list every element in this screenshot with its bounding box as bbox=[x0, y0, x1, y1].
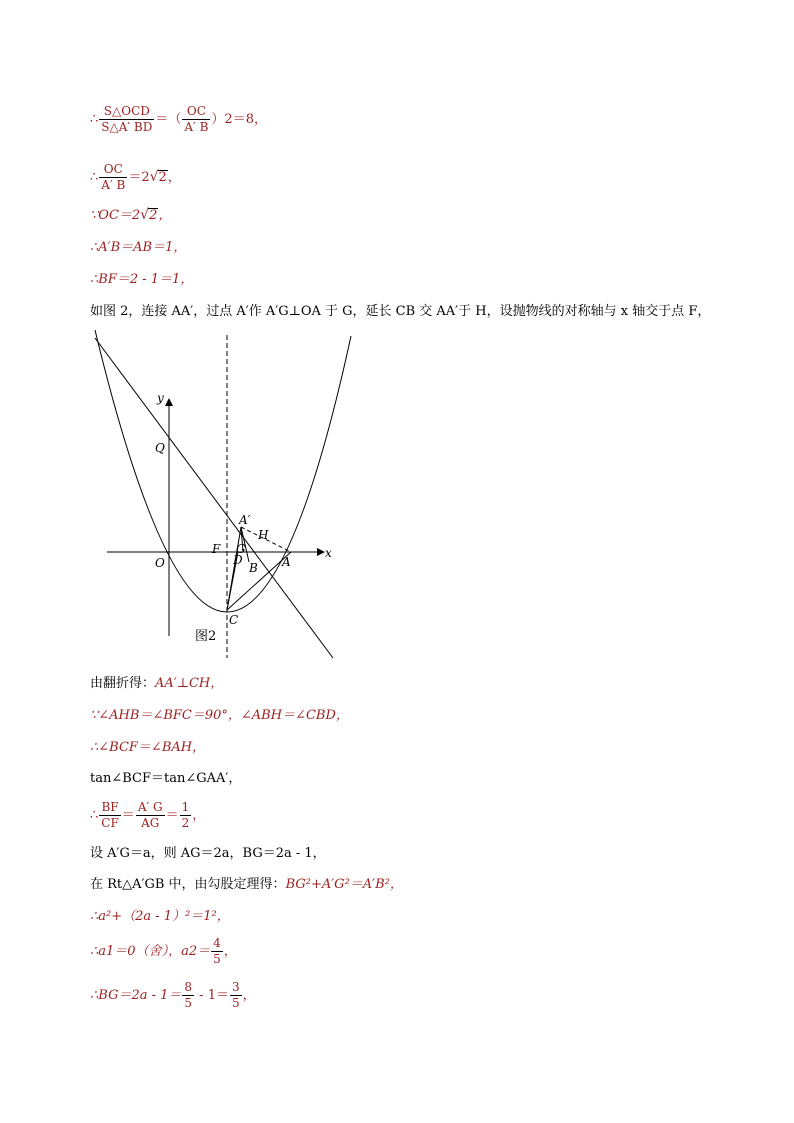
equation-ab: ∴A′B＝AB＝1， bbox=[90, 240, 187, 255]
fraction-bf-cf: $\frac{BF}{CF}$ bbox=[101, 800, 119, 830]
fraction-area: $\frac{\text{S△OCD}}{S\triangle A' BD}$ bbox=[101, 104, 153, 134]
equation-angles: ∵∠AHB＝∠BFC＝90°，∠ABH＝∠CBD， bbox=[90, 708, 349, 723]
equation-let-a: 设 A′G＝a，则 AG＝2a，BG＝2a - 1， bbox=[90, 846, 326, 861]
equation-pythagoras: 在 Rt△A′GB 中，由勾股定理得：BG²+A′G²＝A′B²， bbox=[90, 877, 403, 892]
fraction-half: $\frac{1}{2}$ bbox=[181, 800, 190, 830]
equation-bg-value: ∴BG＝2a - 1＝ $\frac{8}{5}$ - 1＝ $\frac{3}{5}$ ， bbox=[90, 980, 256, 1010]
equation-ratio-half: ∴ $\frac{BF}{CF}$ ＝ $\frac{A' G}{AG}$ ＝ $\frac{1}{2}$ ， bbox=[90, 800, 206, 830]
label-b: B bbox=[249, 561, 258, 575]
label-f: F bbox=[212, 542, 221, 556]
equation-solutions: ∴a1＝0（舍），a2＝ $\frac{4}{5}$ ， bbox=[90, 936, 237, 966]
label-q: Q bbox=[155, 441, 165, 455]
equation-quadratic: ∴a²+（2a - 1）²＝1²， bbox=[90, 909, 230, 924]
label-a: A bbox=[282, 555, 291, 569]
equation-angle-equal: ∴∠BCF＝∠BAH， bbox=[90, 740, 206, 755]
equation-bf: ∴BF＝2 - 1＝1， bbox=[90, 272, 194, 287]
label-d: D bbox=[233, 553, 243, 567]
parabola-curve bbox=[95, 330, 351, 612]
label-g: G bbox=[236, 542, 246, 556]
label-a-prime: A′ bbox=[239, 513, 251, 527]
fraction-ag: $\frac{A' G}{AG}$ bbox=[137, 800, 163, 830]
sqrt-icon: √ bbox=[149, 169, 159, 185]
equation-area-ratio: ∴ $\frac{\text{S△OCD}}{S\triangle A' BD}$ ＝（ $\frac{OC}{A' B}$ ）2＝8， bbox=[90, 104, 267, 134]
figure-description: 如图 2，连接 AA′，过点 A′作 A′G⊥OA 于 G，延长 CB 交 AA′于 H，设抛物线的对称轴与 x 轴交于点 F， bbox=[90, 304, 711, 319]
fraction-three-fifths: $\frac{3}{5}$ bbox=[231, 980, 240, 1010]
fraction-oc-ab: $\frac{OC}{A' B}$ bbox=[184, 104, 209, 134]
line-qh bbox=[95, 338, 333, 658]
reasoning-fold: 由翻折得：AA′⊥CH， bbox=[90, 676, 224, 691]
equation-tan: tan∠BCF＝tan∠GAA′， bbox=[90, 771, 242, 786]
label-h: H bbox=[258, 528, 269, 542]
sqrt-icon: √ bbox=[140, 207, 150, 223]
y-axis-arrow-icon bbox=[165, 398, 173, 406]
fraction-oc-ab-2: $\frac{OC}{A' B}$ bbox=[101, 162, 126, 192]
figure-caption: 图2 bbox=[195, 629, 217, 644]
parabola-figure bbox=[85, 330, 365, 660]
label-x: x bbox=[325, 546, 332, 560]
equation-oc-ratio: ∴ $\frac{OC}{A' B}$ ＝2√2， bbox=[90, 162, 181, 192]
fraction-four-fifths: $\frac{4}{5}$ bbox=[213, 936, 221, 966]
equation-oc-value: ∵OC＝2√2， bbox=[90, 207, 172, 223]
label-y: y bbox=[157, 391, 164, 405]
label-c: C bbox=[229, 613, 239, 627]
fraction-eight-fifths: $\frac{8}{5}$ bbox=[184, 980, 193, 1010]
label-o: O bbox=[155, 556, 165, 570]
x-axis-arrow-icon bbox=[317, 548, 325, 556]
segment-ca-prime bbox=[227, 527, 241, 610]
